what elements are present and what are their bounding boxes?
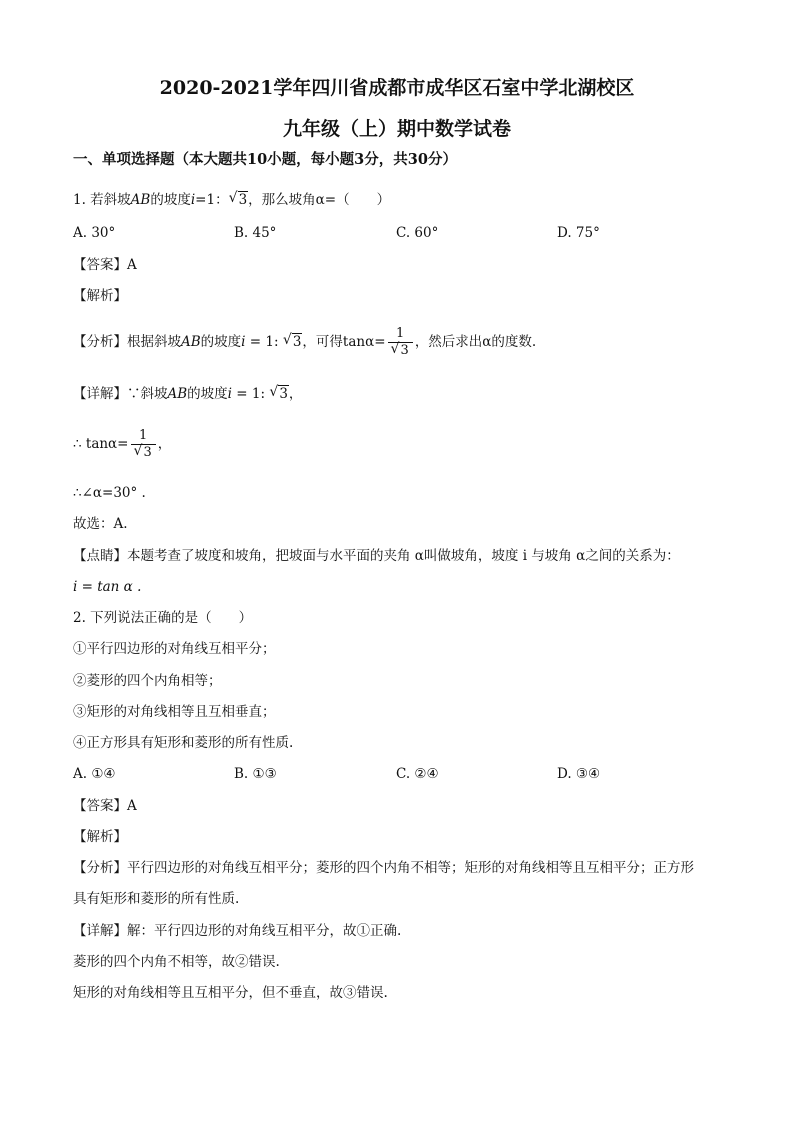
q1-fenxi-tan: tanα= — [342, 334, 386, 350]
q2-item-3: ③矩形的对角线相等且互相垂直； — [73, 704, 276, 720]
q2-fenxi-tag: 【分析】 — [73, 860, 127, 876]
q2-item-2: ②菱形的四个内角相等； — [73, 673, 222, 689]
q1-fenxi — [73, 326, 536, 359]
section-heading: 一、单项选择题（本大题共10小题，每小题3分，共30分） — [73, 151, 457, 168]
q1-option-b: B. 45° — [234, 225, 277, 241]
q1-choose: 故选：A. — [73, 516, 128, 532]
q1-fenxi-text3: ，可得 — [302, 334, 343, 350]
q1-detail-ab: AB — [167, 386, 188, 402]
q2-detail-line3: 矩形的对角线相等且互相平分，但不垂直，故③错误. — [73, 985, 388, 1001]
q2-analysis-tag: 【解析】 — [73, 829, 127, 845]
q1-analysis-tag: 【解析】 — [73, 288, 127, 304]
q1-answer — [73, 256, 137, 274]
q2-option-a: A. ①④ — [73, 766, 116, 782]
q2-detail — [73, 922, 401, 940]
q1-dianjing-tag: 【点睛】 — [73, 548, 127, 564]
q1-fenxi-text1: 根据斜坡 — [127, 334, 181, 350]
q1-therefore1-fraction: 1 √ 3 — [131, 428, 156, 461]
q1-detail-tag: 【详解】 — [73, 386, 127, 402]
q1-fenxi-tag: 【分析】 — [73, 334, 127, 350]
q1-stem-suffix: ，那么坡角α=（ ） — [248, 192, 391, 208]
q1-fenxi-i: i — [241, 334, 246, 350]
q1-detail-sqrt: √ 3 — [269, 384, 288, 402]
q1-therefore1-tan: tanα= — [85, 436, 129, 452]
q1-fenxi-fraction: 1 √ 3 — [388, 326, 413, 359]
q1-detail-text2: 的坡度 — [187, 386, 228, 402]
q2-answer-value: A — [127, 798, 137, 814]
q1-therefore1-prefix: ∴ — [73, 436, 86, 452]
q1-stem-eq: =1： — [195, 192, 229, 208]
q2-option-d: D. ③④ — [557, 766, 601, 782]
q2-option-c: C. ②④ — [396, 766, 439, 782]
q1-detail — [73, 385, 302, 403]
q2-item-4: ④正方形具有矩形和菱形的所有性质. — [73, 735, 294, 751]
q1-stem-i: i — [190, 192, 196, 208]
q1-stem — [73, 191, 390, 209]
q1-dianjing-text: 本题考查了坡度和坡角，把坡面与水平面的夹角 α叫做坡角，坡度 i 与坡角 α之间的关系为： — [127, 548, 680, 564]
q2-option-b: B. ①③ — [234, 766, 277, 782]
q2-detail-tag: 【详解】 — [73, 923, 127, 939]
q2-stem: 2. 下列说法正确的是（ ） — [73, 610, 253, 626]
q1-fenxi-text2: 的坡度 — [200, 334, 242, 350]
q1-answer-tag: 【答案】 — [73, 257, 127, 273]
q1-detail-i: i — [227, 386, 232, 402]
doc-title-line2: 九年级（上）期中数学试卷 — [282, 118, 511, 140]
q1-therefore2: ∴∠α=30° . — [73, 485, 146, 501]
q1-detail-eq: = 1: — [232, 386, 270, 402]
q2-fenxi-line1: 平行四边形的对角线互相平分；菱形的四个内角不相等；矩形的对角线相等且互相平分；正方形 — [127, 860, 694, 876]
q1-fenxi-sqrt: √ 3 — [282, 332, 302, 350]
q1-option-c: C. 60° — [396, 225, 439, 241]
q1-dianjing — [73, 547, 680, 565]
q1-stem-ab: AB — [130, 192, 151, 208]
q2-fenxi — [73, 859, 694, 877]
q1-detail-comma: ， — [288, 386, 303, 402]
q1-option-a: A. 30° — [73, 225, 116, 241]
doc-title-line1: 2020-2021学年四川省成都市成华区石室中学北湖校区 — [159, 77, 635, 99]
q1-fenxi-text4: ，然后求出α的度数. — [414, 334, 537, 350]
q1-stem-prefix: 1. 若斜坡 — [73, 192, 131, 208]
q2-answer-tag: 【答案】 — [73, 798, 127, 814]
q2-detail-line2: 菱形的四个内角不相等，故②错误. — [73, 954, 280, 970]
q2-item-1: ①平行四边形的对角线互相平分； — [73, 641, 276, 657]
q1-relation: i = tan α . — [73, 579, 142, 595]
q1-therefore1-comma: ， — [157, 436, 172, 452]
q2-detail-line1: 解：平行四边形的对角线互相平分，故①正确. — [127, 923, 402, 939]
q1-option-d: D. 75° — [557, 225, 600, 241]
q1-therefore1 — [73, 428, 171, 461]
q1-detail-text1: ∵斜坡 — [127, 386, 168, 402]
q2-fenxi-line2: 具有矩形和菱形的所有性质. — [73, 891, 240, 907]
q1-stem-mid: 的坡度 — [150, 192, 191, 208]
q1-fenxi-ab: AB — [181, 334, 201, 350]
q1-answer-value: A — [127, 257, 137, 273]
q2-answer — [73, 797, 137, 815]
q1-stem-sqrt: √ 3 — [228, 190, 248, 208]
q1-fenxi-eq: = 1: — [245, 334, 283, 350]
